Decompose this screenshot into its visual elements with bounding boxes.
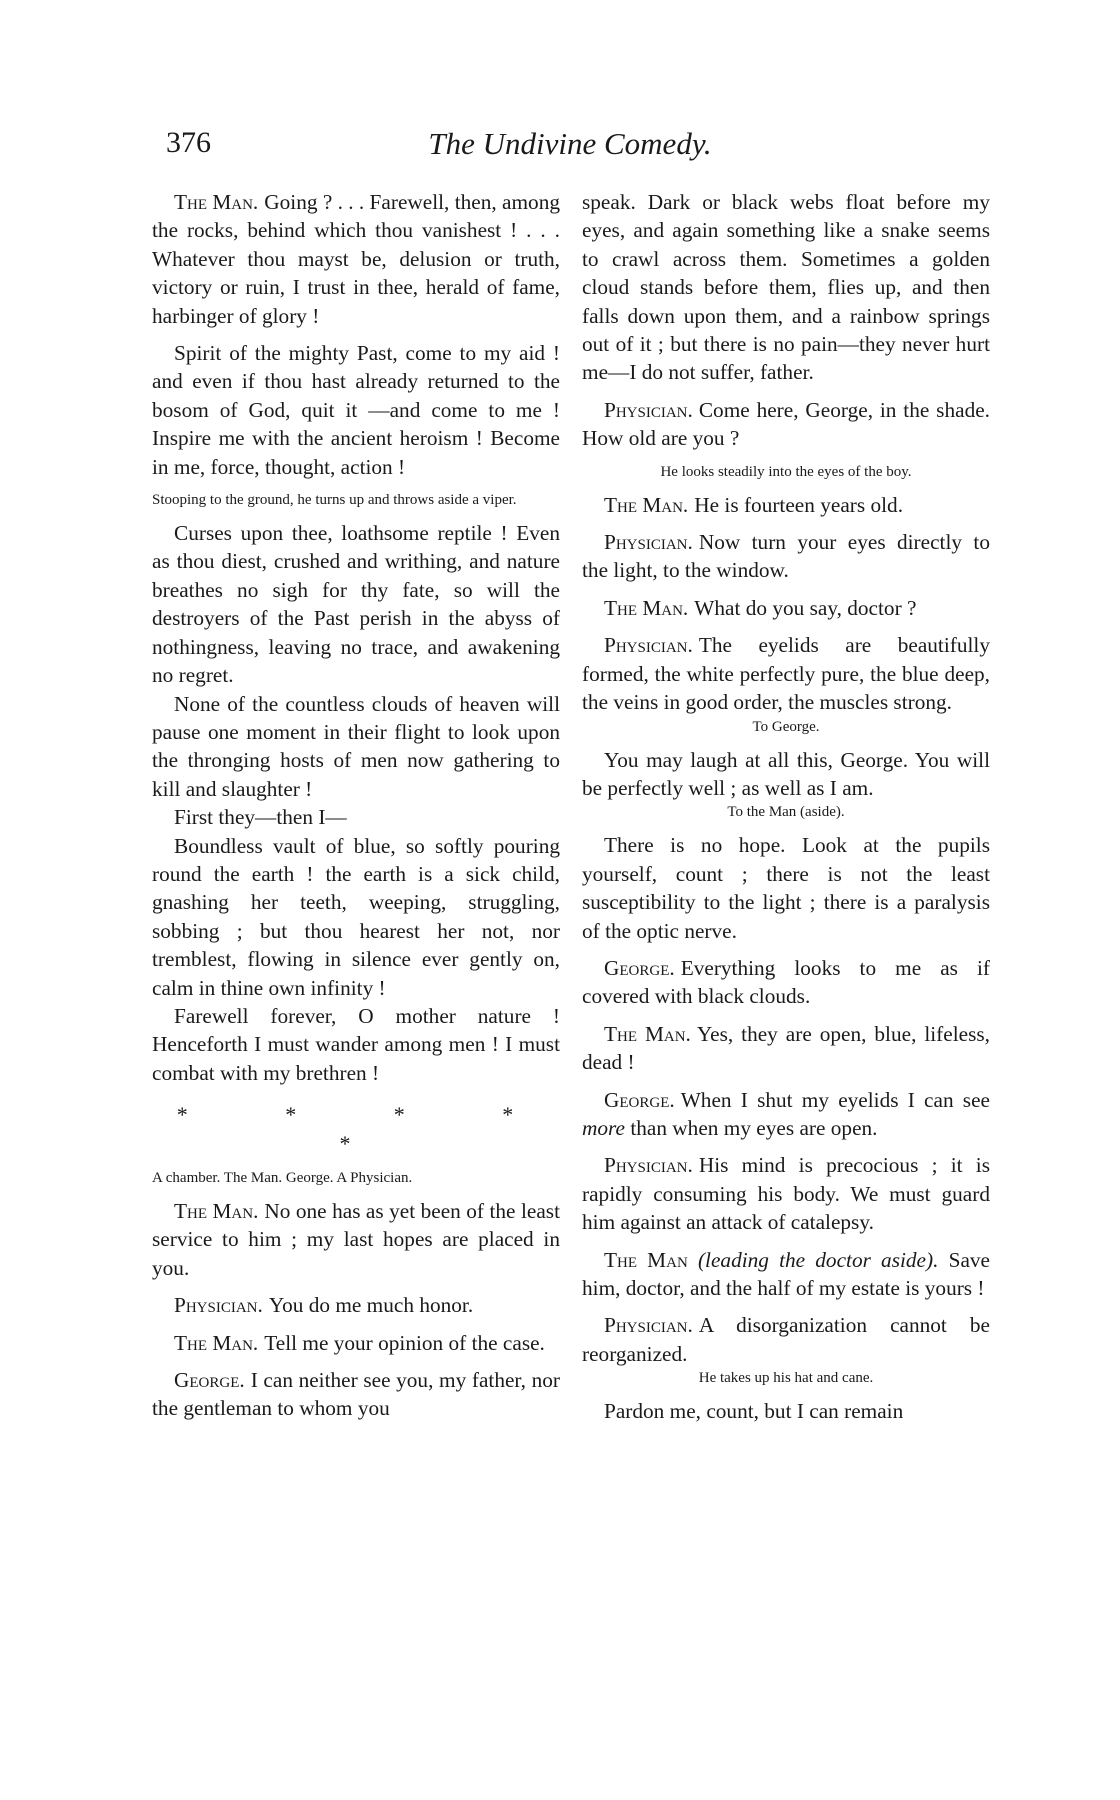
speech-paragraph [152, 1366, 560, 1423]
speaker-name: George. [174, 1368, 245, 1393]
text-paragraph: Curses upon thee, loathsome reptile ! Even as thou diest, crushed and writhing, and nature breathes no sigh for thy fate, so will the destroyers of the Past perish in the abyss of nothingness, leaving no trace, and awakening no regret. [152, 521, 560, 688]
speaker-name: Physician. [174, 1293, 263, 1318]
speaker-name: The Man. [174, 1330, 259, 1355]
speaker-name: The Man. [604, 1021, 691, 1046]
speech-paragraph [152, 1291, 560, 1319]
stage-direction: A chamber. The Man. George. A Physician. [152, 1170, 413, 1186]
speech-paragraph [152, 188, 560, 330]
speaker-name: The Man. [604, 595, 689, 620]
text-paragraph: There is no hope. Look at the pupils yourself, count ; there is not the least susceptibility to the light ; there is a paralysis of the optic nerve. [582, 833, 990, 943]
speech-text: His mind is precocious ; it is rapidly consuming his body. We must guard him against an attack of catalepsy. [582, 1153, 990, 1235]
speech-paragraph [582, 1311, 990, 1368]
page-number: 376 [166, 126, 211, 159]
speech-paragraph [152, 1329, 560, 1357]
text-paragraph: Farewell forever, O mother nature ! Henceforth I must wander among men ! I must combat with my brethren ! [152, 1003, 560, 1085]
speech-paragraph [582, 491, 990, 519]
speech-text: Everything looks to me as if covered with black clouds. [582, 955, 990, 1009]
stage-direction: To the Man (aside). [727, 804, 845, 821]
speech-text: I can neither see you, my father, nor the gentleman to whom you [152, 1368, 560, 1421]
stage-direction-inline: (leading the doctor aside). [697, 1247, 939, 1272]
speaker-name: Physician. [604, 397, 693, 422]
speech-text: What do you say, doctor ? [694, 595, 917, 620]
right-column [582, 188, 990, 1426]
text-paragraph: First they—then I— [174, 805, 347, 830]
left-column [152, 188, 560, 1432]
running-title: The Undivine Comedy. [428, 126, 712, 161]
speaker-name: Physician. [604, 1313, 693, 1338]
speech-paragraph [152, 1197, 560, 1282]
stage-direction: He looks steadily into the eyes of the boy. [660, 463, 912, 480]
text-paragraph: Spirit of the mighty Past, come to my aid ! and even if thou hast already returned to the bosom of God, quit it —and come to me ! Inspire me with the ancient heroism ! Become in me, force, thought, action ! [152, 341, 560, 479]
speech-text: Come here, George, in the shade. How old are you ? [582, 397, 990, 451]
speaker-name: The Man. [174, 190, 259, 214]
speaker-name: The Man. [604, 492, 689, 517]
text-paragraph: None of the countless clouds of heaven will pause one moment in their flight to look upon the thronging hosts of men now gathering to kill and slaughter ! [152, 691, 560, 801]
speech-paragraph [582, 396, 990, 453]
speech-text: than when my eyes are open. [630, 1115, 878, 1140]
stage-direction: To George. [752, 718, 820, 735]
speaker-name: George. [604, 1087, 675, 1112]
speaker-name: The Man [604, 1247, 688, 1272]
speech-paragraph [582, 594, 990, 622]
speech-paragraph [582, 631, 990, 716]
speech-text: Tell me your opinion of the case. [264, 1330, 545, 1355]
speech-text: The eyelids are beautifully formed, the white perfectly pure, the blue deep, the veins in good order, the muscles strong. [582, 633, 990, 715]
stage-direction: He takes up his hat and cane. [698, 1370, 874, 1387]
text-paragraph: speak. Dark or black webs float before my eyes, and again something like a snake seems to crawl across them. Sometimes a golden cloud stands before them, flies up, and then falls down upon them, and a rainbow springs out of it ; but there is no pain—they never hurt me—I do not suffer, father. [582, 190, 990, 385]
speech-paragraph [582, 528, 990, 585]
speech-text: Save him, doctor, and the half of my estate is yours ! [582, 1247, 990, 1300]
speech-text: Going ? . . . Farewell, then, among the rocks, behind which thou vanishest ! . . . Whatever thou mayst be, delusion or truth, victory or ruin, I trust in thee, herald of fame, harbinger of glory ! [152, 190, 560, 328]
speech-text: Yes, they are open, blue, lifeless, dead ! [582, 1021, 990, 1075]
speech-text: No one has as yet been of the least service to him ; my last hopes are placed in you. [152, 1199, 560, 1280]
speaker-name: The Man. [174, 1199, 259, 1223]
text-paragraph: Pardon me, count, but I can remain [604, 1399, 904, 1424]
speech-paragraph [582, 1020, 990, 1077]
stage-direction: Stooping to the ground, he turns up and throws aside a viper. [152, 492, 517, 509]
speaker-name: Physician. [604, 633, 693, 658]
speech-paragraph [582, 1151, 990, 1236]
section-break-stars: * * * * * [176, 1102, 560, 1156]
speech-paragraph [582, 1246, 990, 1303]
speaker-name: Physician. [604, 530, 693, 555]
emphasis-text: more [582, 1115, 625, 1140]
speech-text: When I shut my eyelids I can see [680, 1087, 990, 1112]
page-header [150, 126, 990, 166]
speech-text: You do me much honor. [268, 1293, 474, 1318]
speech-paragraph [582, 954, 990, 1011]
text-paragraph: You may laugh at all this, George. You will be perfectly well ; as well as I am. [582, 747, 990, 800]
speech-paragraph [582, 1086, 990, 1143]
speech-text: A disorganization cannot be reorganized. [582, 1313, 990, 1366]
text-paragraph: Boundless vault of blue, so softly pouring round the earth ! the earth is a sick child, gnashing her teeth, weeping, struggling, sobbing ; but thou hearest her not, nor tremblest, flowing in silence ever gently on, calm in thine own infinity ! [152, 833, 560, 1000]
speech-text: He is fourteen years old. [694, 492, 904, 517]
speaker-name: Physician. [604, 1153, 693, 1178]
speaker-name: George. [604, 955, 675, 980]
speech-text: Now turn your eyes directly to the light, to the window. [582, 530, 990, 583]
